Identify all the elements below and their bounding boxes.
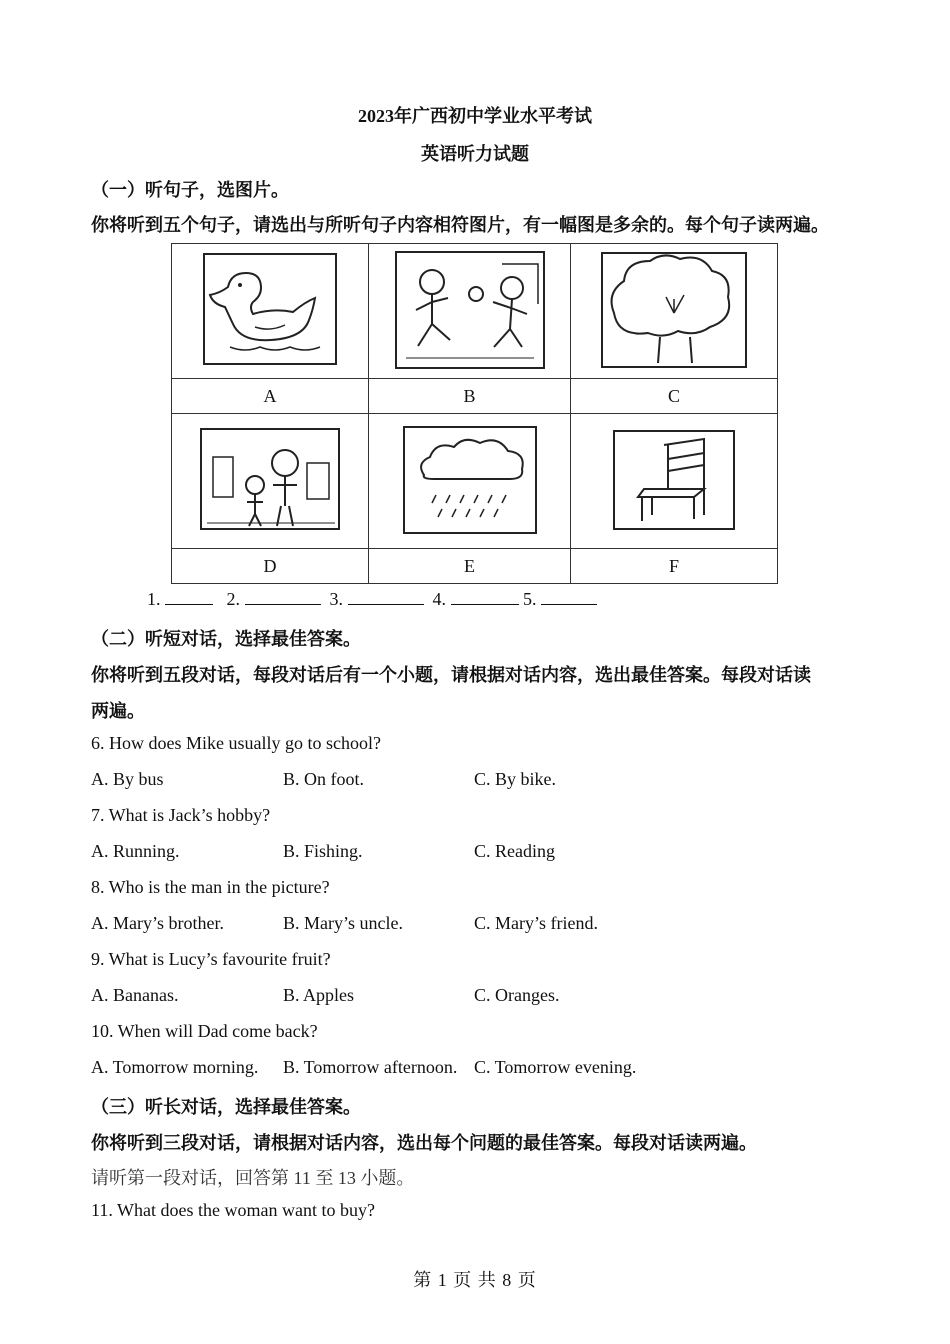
picture-label-f: F xyxy=(571,549,778,584)
section3-instruction: 你将听到三段对话，请根据对话内容，选出每个问题的最佳答案。每段对话读两遍。 xyxy=(91,1133,757,1153)
picture-cell-c xyxy=(571,244,778,379)
answer-label-4: 4. xyxy=(432,589,446,609)
question-10: 10. When will Dad come back? xyxy=(91,1021,318,1041)
q6-option-a[interactable]: A. By bus xyxy=(91,769,164,789)
picture-label-c: C xyxy=(571,379,778,414)
picture-cell-f xyxy=(571,414,778,549)
section3-heading: （三）听长对话，选择最佳答案。 xyxy=(91,1097,361,1117)
section1-instruction: 你将听到五个句子，请选出与所听句子内容相符图片，有一幅图是多余的。每个句子读两遍。 xyxy=(91,215,829,235)
picture-label-d: D xyxy=(172,549,369,584)
answer-label-5: 5. xyxy=(523,589,537,609)
boys-playing-football-icon xyxy=(392,250,548,372)
section3-note: 请听第一段对话，回答第 11 至 13 小题。 xyxy=(91,1168,415,1188)
girl-and-grandma-icon xyxy=(197,427,343,535)
answer-blank-2[interactable] xyxy=(245,590,321,605)
chair-icon xyxy=(610,429,738,533)
tree-icon xyxy=(598,251,750,371)
answer-blank-4[interactable] xyxy=(451,590,519,605)
question-7: 7. What is Jack’s hobby? xyxy=(91,805,271,825)
page-footer: 第 1 页 共 8 页 xyxy=(413,1270,537,1290)
section1-heading: （一）听句子，选图片。 xyxy=(91,180,289,200)
answer-label-3: 3. xyxy=(329,589,343,609)
q9-option-c[interactable]: C. Oranges. xyxy=(474,985,560,1005)
picture-cell-b xyxy=(369,244,571,379)
q6-option-b[interactable]: B. On foot. xyxy=(283,769,364,789)
q8-option-a[interactable]: A. Mary’s brother. xyxy=(91,913,224,933)
q10-option-b[interactable]: B. Tomorrow afternoon. xyxy=(283,1057,458,1077)
exam-title: 2023年广西初中学业水平考试 xyxy=(358,106,592,126)
picture-cell-a xyxy=(172,244,369,379)
picture-cell-e xyxy=(369,414,571,549)
q7-option-c[interactable]: C. Reading xyxy=(474,841,555,861)
q6-option-c[interactable]: C. By bike. xyxy=(474,769,557,789)
question-8: 8. Who is the man in the picture? xyxy=(91,877,330,897)
question-9: 9. What is Lucy’s favourite fruit? xyxy=(91,949,331,969)
q7-option-b[interactable]: B. Fishing. xyxy=(283,841,363,861)
answer-label-2: 2. xyxy=(226,589,240,609)
duck-icon xyxy=(200,252,340,370)
picture-label-b: B xyxy=(369,379,571,414)
picture-label-e: E xyxy=(369,549,571,584)
section2-instruction-line2: 两遍。 xyxy=(91,701,145,721)
question-6: 6. How does Mike usually go to school? xyxy=(91,733,381,753)
q9-option-a[interactable]: A. Bananas. xyxy=(91,985,179,1005)
q9-option-b[interactable]: B. Apples xyxy=(283,985,355,1005)
answer-blank-3[interactable] xyxy=(348,590,424,605)
section1-answer-blanks xyxy=(147,589,597,610)
answer-blank-5[interactable] xyxy=(541,590,597,605)
q8-option-c[interactable]: C. Mary’s friend. xyxy=(474,913,598,933)
exam-subtitle: 英语听力试题 xyxy=(421,144,529,164)
picture-table xyxy=(171,243,778,584)
q10-option-c[interactable]: C. Tomorrow evening. xyxy=(474,1057,637,1077)
section2-heading: （二）听短对话，选择最佳答案。 xyxy=(91,629,361,649)
rain-cloud-icon xyxy=(400,425,540,537)
q10-option-a[interactable]: A. Tomorrow morning. xyxy=(91,1057,259,1077)
question-11: 11. What does the woman want to buy? xyxy=(91,1200,375,1220)
answer-blank-1[interactable] xyxy=(165,590,213,605)
picture-label-a: A xyxy=(172,379,369,414)
q7-option-a[interactable]: A. Running. xyxy=(91,841,180,861)
q8-option-b[interactable]: B. Mary’s uncle. xyxy=(283,913,403,933)
answer-label-1: 1. xyxy=(147,589,161,609)
picture-cell-d xyxy=(172,414,369,549)
section2-instruction-line1: 你将听到五段对话，每段对话后有一个小题，请根据对话内容，选出最佳答案。每段对话读 xyxy=(91,665,811,685)
